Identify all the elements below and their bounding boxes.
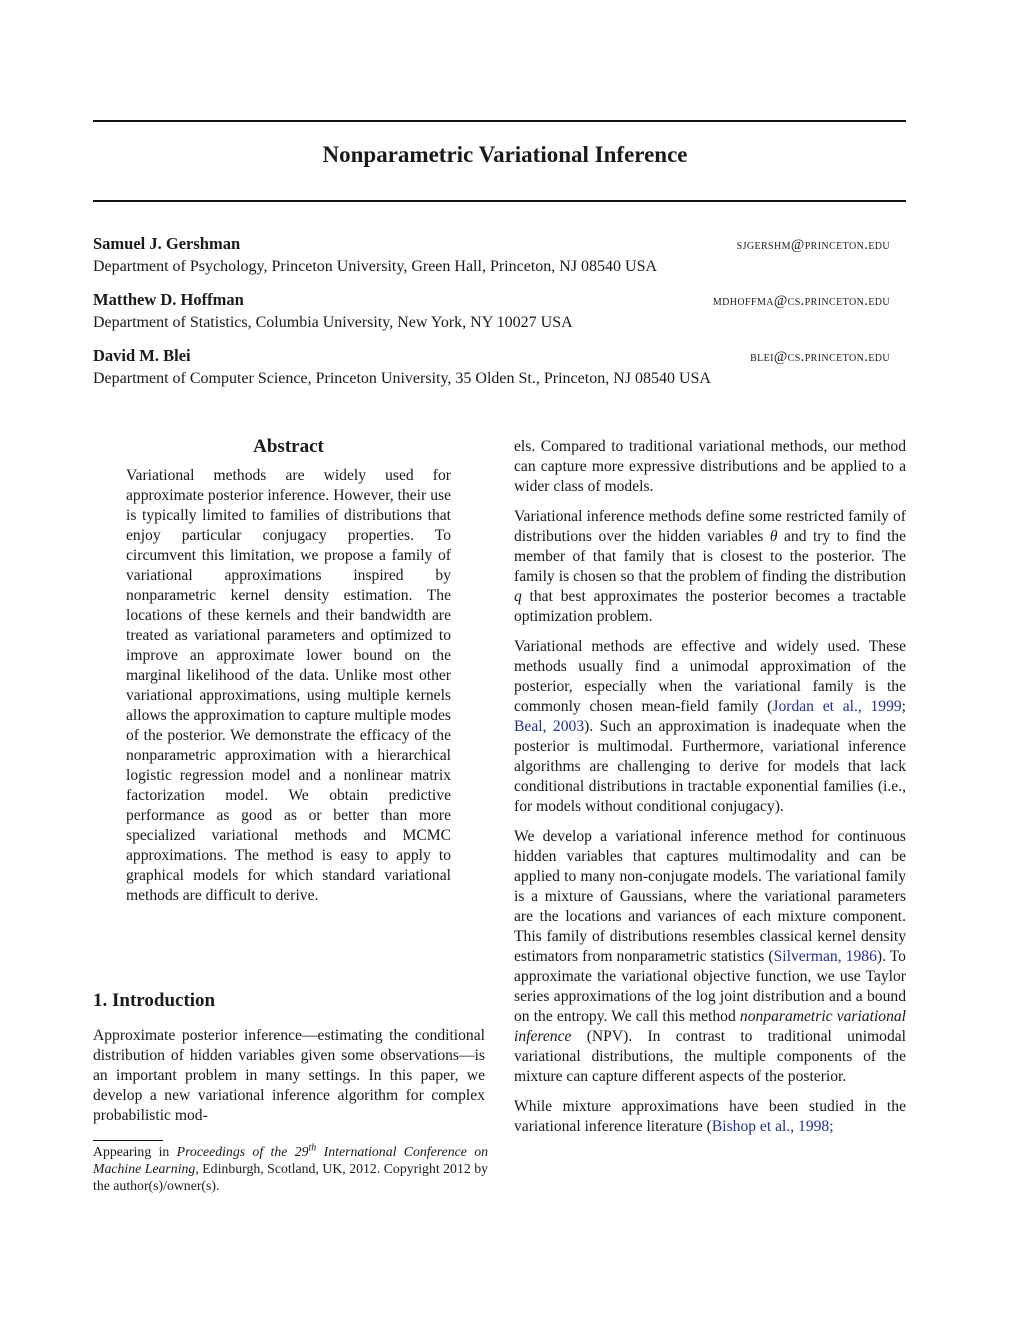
abstract-text: Variational methods are widely used for approximate posterior inference. However, their use is typically limited to families of distributions that enjoy particular conjugacy properties. To circumvent this limitation, we propose a family of variational approximations inspired by nonparametric kernel density estimation. The locations of these kernels and their bandwidth are treated as variational parameters and optimized to improve an approximate lower bound on the marginal likelihood of the data. Unlike most other variational approximations, using multiple kernels allows the approximation to capture multiple modes of the posterior. We demonstrate the efficacy of the nonparametric approximation with a hierarchical logistic regression model and a nonlinear matrix factorization model. We obtain predictive performance as good as or better than more specialized variational methods and MCMC approximations. The method is easy to apply to graphical models for which standard variational methods are difficult to derive.: [126, 467, 451, 904]
citation-link[interactable]: Bishop et al., 1998: [711, 1118, 830, 1135]
author-block-hoffman: [93, 290, 890, 332]
introduction-section: [93, 988, 485, 1126]
math-theta: θ: [769, 528, 778, 545]
author-email[interactable]: mdhoffma@cs.princeton.edu: [712, 293, 890, 309]
footnote-rule: [93, 1140, 163, 1141]
footnote-venue-rest: International Conference on Machine Learning: [93, 1144, 488, 1176]
paragraph-mixture-approximations: [514, 1097, 906, 1137]
paragraph-variational-family: [514, 507, 906, 627]
text-run: Variational methods are effective and widely used. These methods usually find a unimodal approximation of the posterior, especially when the variational family is the commonly chosen mean-field family (: [514, 638, 906, 715]
author-name: David M. Blei: [93, 346, 191, 365]
author-email[interactable]: blei@cs.princeton.edu: [750, 349, 890, 365]
author-affiliation: Department of Psychology, Princeton University, Green Hall, Princeton, NJ 08540 USA: [93, 258, 658, 275]
footnote-venue: Proceedings of the 29: [176, 1144, 309, 1159]
footnote-prefix: Appearing in: [93, 1144, 177, 1159]
text-run: ). Such an approximation is inadequate when the posterior is multimodal. Furthermore, variational inference algorithms are challenging to derive for models that lack conditional distributions in tractable exponential families (i.e., for models without conditional conjugacy).: [514, 718, 907, 815]
footnote: [93, 1140, 488, 1194]
text-run: ). To approximate the variational objective function, we use Taylor series approximations of the log joint distribution and a bound on the entropy. We call this method: [514, 948, 906, 1025]
text-run: (NPV). In contrast to traditional unimodal variational distributions, the multiple components of the mixture can capture different aspects of the posterior.: [514, 1028, 906, 1085]
math-q: q: [514, 588, 522, 605]
paragraph-mean-field: [514, 637, 906, 817]
abstract-heading: Abstract: [253, 436, 324, 457]
footnote-text: [93, 1143, 488, 1194]
title-rule-bottom: [93, 200, 906, 202]
citation-link[interactable]: Beal, 2003: [514, 718, 585, 735]
text-run: that best approximates the posterior becomes a tractable optimization problem.: [514, 588, 906, 625]
citation-link[interactable]: Jordan et al., 1999: [772, 698, 902, 715]
citation-link[interactable]: Silverman, 1986: [773, 948, 877, 965]
title-rule-top: [93, 120, 906, 122]
text-run: Variational inference methods define some restricted family of distributions over the hidden variables: [514, 508, 906, 545]
author-block-gershman: [93, 234, 890, 276]
text-run: ;: [901, 698, 907, 715]
right-column: [514, 437, 906, 1147]
text-run: ;: [829, 1118, 834, 1135]
paragraph-npv-method: [514, 827, 906, 1087]
text-run: We develop a variational inference method for continuous hidden variables that captures multimodality and can be applied to many non-conjugate models. The variational family is a mixture of Gaussians, where the variational parameters are the locations and variances of each mixture component. This family of distributions resembles classical kernel density estimators from nonparametric statistics (: [514, 828, 906, 965]
author-email[interactable]: sjgershm@princeton.edu: [736, 237, 890, 253]
text-run: While mixture approximations have been studied in the variational inference literature (: [514, 1098, 906, 1135]
author-affiliation: Department of Statistics, Columbia University, New York, NY 10027 USA: [93, 314, 573, 331]
introduction-heading: 1. Introduction: [93, 990, 216, 1011]
text-run: and try to find the member of that family that is closest to the posterior. The family is chosen so that the problem of finding the distribution: [514, 528, 906, 585]
footnote-superscript: th: [308, 1142, 317, 1154]
author-affiliation: Department of Computer Science, Princeton University, 35 Olden St., Princeton, NJ 08540 USA: [93, 370, 711, 387]
author-block-blei: [93, 346, 890, 388]
paragraph-continuation: els. Compared to traditional variational methods, our method can capture more expressive distributions and be applied to a wider class of models.: [514, 438, 906, 495]
footnote-suffix: , Edinburgh, Scotland, UK, 2012. Copyright 2012 by the author(s)/owner(s).: [93, 1161, 489, 1193]
abstract-section: [126, 434, 451, 906]
paper-title: Nonparametric Variational Inference: [322, 142, 688, 167]
emphasis-term: nonparametric variational inference: [514, 1008, 906, 1045]
author-name: Samuel J. Gershman: [93, 234, 241, 253]
introduction-paragraph: Approximate posterior inference—estimating the conditional distribution of hidden variables given some observations—is an important problem in many settings. In this paper, we develop a new variational inference algorithm for complex probabilistic mod-: [93, 1027, 485, 1124]
author-name: Matthew D. Hoffman: [93, 290, 244, 309]
